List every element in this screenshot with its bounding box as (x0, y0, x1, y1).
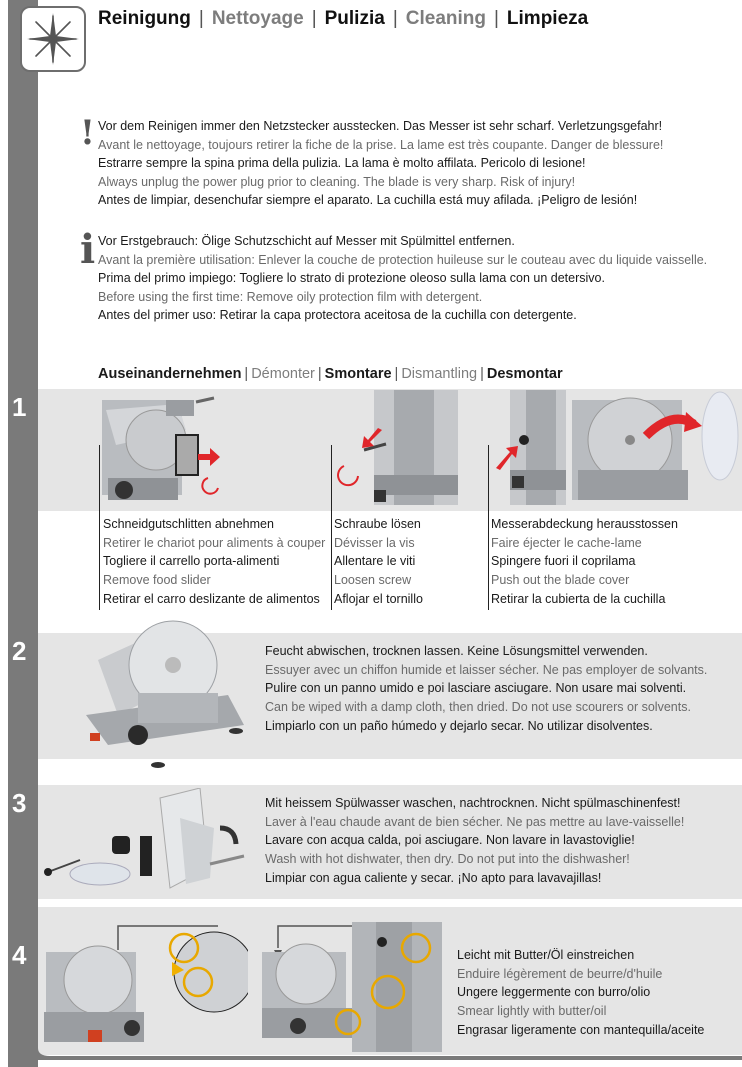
warning-line: Vor dem Reinigen immer den Netzstecker ausstecken. Das Messer ist sehr scharf. Verletzungsgefahr! (98, 119, 663, 133)
step-1-divider (488, 445, 489, 610)
slicer-remove-slider-image (96, 390, 236, 510)
step-number: 3 (12, 788, 27, 818)
info-note (98, 232, 707, 325)
instruction-line: Faire éjecter le cache-lame (491, 535, 642, 550)
instruction-line: Lavare con acqua calda, poi asciugare. Non lavare in lavastoviglie! (265, 833, 635, 848)
instruction-line: Pulire con un panno umido e poi lasciare asciugare. Non usare mai solventi. (265, 681, 687, 696)
warning-line: Always unplug the power plug prior to cleaning. The blade is very sharp. Risk of injury! (98, 174, 576, 189)
title-it: Pulizia (324, 8, 385, 29)
title-sep: | (311, 8, 317, 29)
dismantling-title (98, 366, 563, 382)
instruction-line: Smear lightly with butter/oil (457, 1004, 607, 1019)
slicer-grease-image-2 (258, 912, 448, 1052)
instruction-line: Dévisser la vis (334, 535, 415, 550)
instruction-line: Messerabdeckung herausstossen (491, 517, 678, 531)
arrow-icon (198, 448, 220, 466)
info-line: Vor Erstgebrauch: Ölige Schutzschicht auf Messer mit Spülmittel entfernen. (98, 234, 515, 248)
step-1-divider (99, 445, 100, 610)
info-icon: i (80, 226, 96, 273)
title-sep: | (493, 8, 499, 29)
instruction-line: Push out the blade cover (491, 573, 630, 588)
instruction-line: Retirar el carro deslizante de alimentos (103, 591, 320, 606)
slicer-wipe-image (78, 615, 258, 775)
title-de: Reinigung (98, 8, 191, 29)
step-2-text (265, 642, 707, 736)
instruction-line: Retirer le chariot pour aliments à couper (103, 535, 326, 550)
page-title (98, 8, 588, 30)
info-line: Before using the first time: Remove oily protection film with detergent. (98, 289, 483, 304)
instruction-line: Mit heissem Spülwasser waschen, nachtrocknen. Nicht spülmaschinenfest! (265, 796, 681, 810)
step-number: 4 (12, 940, 27, 970)
step-3-text (265, 794, 684, 888)
dismantling-es: Desmontar (486, 366, 563, 382)
title-sep: | (317, 366, 322, 382)
instruction-line: Laver à l'eau chaude avant de bien sécher. Ne pas mettre au lave-vaisselle! (265, 814, 685, 829)
title-sep: | (392, 8, 398, 29)
title-sep: | (198, 8, 204, 29)
instruction-line: Remove food slider (103, 573, 211, 588)
step-number: 1 (12, 392, 27, 422)
step-number: 2 (12, 636, 27, 666)
title-fr: Nettoyage (211, 8, 304, 29)
instruction-line: Leicht mit Butter/Öl einstreichen (457, 948, 635, 962)
instruction-line: Engrasar ligeramente con mantequilla/aceite (457, 1022, 705, 1037)
instruction-line: Loosen screw (334, 573, 412, 588)
dismantling-de: Auseinandernehmen (98, 366, 242, 382)
info-line: Avant la première utilisation: Enlever la couche de protection huileuse sur le couteau avec du liquide vaisselle. (98, 252, 708, 267)
slicer-grease-image-1 (38, 912, 248, 1052)
slicer-parts-image (40, 788, 250, 900)
step-1-col-3 (491, 515, 678, 609)
instruction-line: Feucht abwischen, trocknen lassen. Keine Lösungsmittel verwenden. (265, 644, 648, 658)
warning-line: Estrarre sempre la spina prima della pulizia. La lama è molto affilata. Pericolo di lesione! (98, 156, 586, 170)
rotate-icon (202, 478, 218, 494)
instruction-line: Retirar la cubierta de la cuchilla (491, 591, 666, 606)
instruction-line: Allentare le viti (334, 554, 416, 569)
title-sep: | (394, 366, 399, 382)
step-1-divider (331, 445, 332, 610)
instruction-line: Limpiarlo con un paño húmedo y dejarlo secar. No utilizar disolventes. (265, 718, 653, 733)
warning-note (98, 117, 663, 210)
step-1-col-2 (334, 515, 423, 609)
title-en: Cleaning (405, 8, 486, 29)
instruction-line: Essuyer avec un chiffon humide et laisser sécher. Ne pas employer de solvants. (265, 662, 708, 677)
title-sep: | (244, 366, 249, 382)
dismantling-it: Smontare (324, 366, 392, 382)
instruction-line: Ungere leggermente con burro/olio (457, 985, 651, 1000)
sidebar-bar (8, 0, 38, 1067)
step-1-col-1 (103, 515, 325, 609)
arrow-icon (684, 412, 702, 432)
title-sep: | (480, 366, 484, 382)
step-4-text (457, 946, 704, 1040)
slicer-loosen-screw-image (334, 390, 458, 510)
title-es: Limpieza (506, 8, 589, 29)
instruction-line: Schneidgutschlitten abnehmen (103, 517, 274, 531)
instruction-line: Aflojar el tornillo (334, 591, 423, 606)
instruction-line: Limpiar con agua caliente y secar. ¡No apto para lavavajillas! (265, 870, 602, 885)
info-line: Antes del primer uso: Retirar la capa protectora aceitosa de la cuchilla con detergente. (98, 308, 577, 322)
warning-icon: ! (80, 113, 95, 153)
dismantling-fr: Démonter (251, 366, 315, 382)
instruction-line: Can be wiped with a damp cloth, then dried. Do not use scourers or solvents. (265, 700, 691, 715)
instruction-line: Enduire légèrement de beurre/d'huile (457, 966, 663, 981)
sidebar-bottom-curve (8, 1044, 742, 1064)
info-line: Prima del primo impiego: Togliere lo strato di protezione oleoso sulla lama con un detersivo. (98, 271, 605, 285)
rotate-icon (338, 466, 358, 485)
instruction-line: Wash with hot dishwater, then dry. Do not put into the dishwasher! (265, 852, 630, 867)
warning-line: Avant le nettoyage, toujours retirer la fiche de la prise. La lame est très coupante. Danger de blessure! (98, 137, 664, 152)
slicer-blade-cover-image (568, 390, 742, 510)
logo (20, 6, 86, 72)
logo-star-icon (22, 8, 84, 70)
dismantling-en: Dismantling (401, 366, 478, 382)
warning-line: Antes de limpiar, desenchufar siempre el aparato. La cuchilla está muy afilada. ¡Peligro de lesión! (98, 193, 638, 207)
instruction-line: Togliere il carrello porta-alimenti (103, 554, 280, 569)
instruction-line: Schraube lösen (334, 517, 421, 531)
instruction-line: Spingere fuori il coprilama (491, 554, 636, 569)
slicer-push-cover-detail-image (490, 390, 566, 510)
